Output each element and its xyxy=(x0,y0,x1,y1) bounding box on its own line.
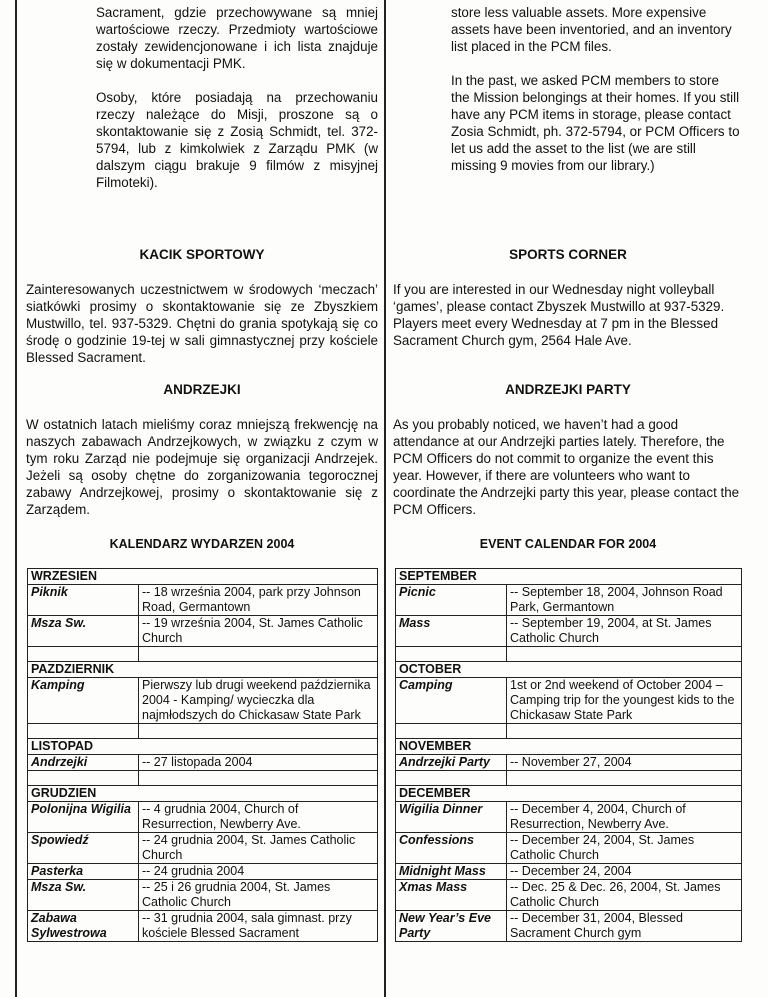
calendar-spacer-cell xyxy=(396,647,507,662)
calendar-event-name: Msza Sw. xyxy=(28,880,139,911)
calendar-event-desc: -- December 31, 2004, Blessed Sacrament Church gym xyxy=(507,911,742,942)
calendar-month-row xyxy=(396,786,742,802)
calendar-event-row xyxy=(28,880,378,911)
calendar-event-name: Wigilia Dinner xyxy=(396,802,507,833)
calendar-event-desc: -- 27 listopada 2004 xyxy=(139,755,378,771)
calendar-event-row xyxy=(28,678,378,724)
calendar-month-row xyxy=(28,569,378,585)
calendar-spacer-cell xyxy=(507,647,742,662)
calendar-month-row xyxy=(396,662,742,678)
sports-text-english: If you are interested in our Wednesday night volleyball ‘games’, please contact Zbyszek Mustwillo at 937-5329. Players meet every Wednesday at 7 pm in the Blessed Sacrament Church gym, 2564 Hale Ave. xyxy=(393,282,725,348)
calendar-event-row xyxy=(396,678,742,724)
calendar-event-name: Piknik xyxy=(28,585,139,616)
calendar-event-desc: -- September 18, 2004, Johnson Road Park, Germantown xyxy=(507,585,742,616)
calendar-spacer-row xyxy=(396,724,742,739)
polish-intro xyxy=(96,4,378,191)
calendar-event-desc: Pierwszy lub drugi weekend października 2004 - Kamping/ wycieczka dla najmłodszych do Chickasaw State Park xyxy=(139,678,378,724)
calendar-event-name: Andrzejki xyxy=(28,755,139,771)
calendar-event-row xyxy=(28,755,378,771)
calendar-event-name: Zabawa Sylwestrowa xyxy=(28,911,139,942)
calendar-event-desc: -- December 24, 2004, St. James Catholic Church xyxy=(507,833,742,864)
calendar-month: PAZDZIERNIK xyxy=(28,662,378,678)
calendar-month: WRZESIEN xyxy=(28,569,378,585)
english-storage-text: In the past, we asked PCM members to store the Mission belongings at their homes. If you still have any PCM items in storage, please contact Zosia Schmidt, ph. 372-5794, or PCM Officers to let us add the asset to the list (we are still missing 9 movies from our library.) xyxy=(451,73,740,173)
calendar-spacer-cell xyxy=(396,724,507,739)
calendar-month-row xyxy=(396,739,742,755)
andrzejki-heading-english: ANDRZEJKI PARTY xyxy=(505,382,631,397)
calendar-month-row xyxy=(28,739,378,755)
calendar-event-name: New Year’s Eve Party xyxy=(396,911,507,942)
calendar-spacer-row xyxy=(28,724,378,739)
calendar-event-name: Xmas Mass xyxy=(396,880,507,911)
polish-intro-text: Sacrament, gdzie przechowywane są mniej wartościowe rzeczy. Przedmioty wartościowe zostały zewidencjonowane i ich lista znajduje się w dokumentacji PMK. xyxy=(96,5,378,71)
calendar-event-row xyxy=(396,616,742,647)
calendar-event-desc: -- 19 września 2004, St. James Catholic Church xyxy=(139,616,378,647)
calendar-month: DECEMBER xyxy=(396,786,742,802)
polish-storage-text: Osoby, które posiadają na przechowaniu rzeczy należące do Misji, proszone są o skontaktowanie się z Zosią Schmidt, tel. 372-5794, lub z kimkolwiek z Zarządu PMK (w dalszym ciągu brakuje 9 filmów z misyjnej Filmoteki). xyxy=(96,90,378,190)
calendar-event-row xyxy=(396,880,742,911)
calendar-heading-polish: KALENDARZ WYDARZEN 2004 xyxy=(109,537,295,551)
calendar-event-desc: -- 25 i 26 grudnia 2004, St. James Catholic Church xyxy=(139,880,378,911)
calendar-event-desc: -- 4 grudnia 2004, Church of Resurrection, Newberry Ave. xyxy=(139,802,378,833)
calendar-event-desc: -- 31 grudnia 2004, sala gimnast. przy kościele Blessed Sacrament xyxy=(139,911,378,942)
calendar-spacer-cell xyxy=(139,647,378,662)
calendar-spacer-row xyxy=(28,647,378,662)
english-intro xyxy=(451,4,741,174)
sports-heading-polish: KACIK SPORTOWY xyxy=(139,247,265,262)
calendar-event-row xyxy=(396,911,742,942)
calendar-event-desc: 1st or 2nd weekend of October 2004 – Camping trip for the youngest kids to the Chickasaw State Park xyxy=(507,678,742,724)
calendar-spacer-cell xyxy=(396,771,507,786)
calendar-event-row xyxy=(28,616,378,647)
calendar-spacer-row xyxy=(396,647,742,662)
calendar-event-name: Picnic xyxy=(396,585,507,616)
calendar-spacer-row xyxy=(28,771,378,786)
calendar-month: SEPTEMBER xyxy=(396,569,742,585)
calendar-event-name: Spowiedź xyxy=(28,833,139,864)
calendar-table-english xyxy=(395,568,742,942)
calendar-event-name: Midnight Mass xyxy=(396,864,507,880)
calendar-event-row xyxy=(396,833,742,864)
calendar-event-desc: -- December 4, 2004, Church of Resurrection, Newberry Ave. xyxy=(507,802,742,833)
column-divider-left xyxy=(15,0,17,997)
calendar-event-desc: -- September 19, 2004, at St. James Catholic Church xyxy=(507,616,742,647)
calendar-month-row xyxy=(396,569,742,585)
calendar-event-row xyxy=(28,911,378,942)
calendar-event-row xyxy=(396,802,742,833)
calendar-spacer-cell xyxy=(28,771,139,786)
calendar-spacer-cell xyxy=(139,771,378,786)
calendar-spacer-row xyxy=(396,771,742,786)
calendar-event-name: Andrzejki Party xyxy=(396,755,507,771)
calendar-event-desc: -- 18 września 2004, park przy Johnson Road, Germantown xyxy=(139,585,378,616)
calendar-table-polish xyxy=(27,568,378,942)
calendar-event-row xyxy=(28,864,378,880)
calendar-event-name: Camping xyxy=(396,678,507,724)
calendar-spacer-cell xyxy=(139,724,378,739)
calendar-event-row xyxy=(28,585,378,616)
calendar-event-name: Pasterka xyxy=(28,864,139,880)
calendar-month-row xyxy=(28,662,378,678)
calendar-event-row xyxy=(396,864,742,880)
calendar-event-row xyxy=(28,833,378,864)
calendar-event-name: Mass xyxy=(396,616,507,647)
calendar-event-row xyxy=(396,755,742,771)
calendar-event-desc: -- December 24, 2004 xyxy=(507,864,742,880)
andrzejki-text-english: As you probably noticed, we haven’t had a good attendance at our Andrzejki parties lately. Therefore, the PCM Officers do not commit to organize the event this year. However, if there are volunteers who want to coordinate the Andrzejki party this year, please contact the PCM Officers. xyxy=(393,417,740,517)
calendar-spacer-cell xyxy=(507,724,742,739)
calendar-month: NOVEMBER xyxy=(396,739,742,755)
calendar-event-desc: -- November 27, 2004 xyxy=(507,755,742,771)
calendar-event-row xyxy=(28,802,378,833)
calendar-month-row xyxy=(28,786,378,802)
english-intro-text: store less valuable assets. More expensive assets have been inventoried, and an inventory list placed in the PCM files. xyxy=(451,5,732,54)
calendar-event-row xyxy=(396,585,742,616)
calendar-event-desc: -- 24 grudnia 2004, St. James Catholic Church xyxy=(139,833,378,864)
column-divider-center xyxy=(384,0,386,997)
calendar-event-desc: -- 24 grudnia 2004 xyxy=(139,864,378,880)
andrzejki-text-polish: W ostatnich latach mieliśmy coraz mniejszą frekwencję na naszych zabawach Andrzejkowych, w związku z czym w tym roku Zarząd nie podejmuje się organizacji Andrzejek. Jeżeli są osoby chętne do zorganizowania tegorocznej zabawy Andrzejkowej, prosimy o skontaktowanie się z Zarządem. xyxy=(26,417,378,517)
calendar-month: LISTOPAD xyxy=(28,739,378,755)
sports-heading-english: SPORTS CORNER xyxy=(509,247,627,262)
calendar-spacer-cell xyxy=(28,724,139,739)
calendar-event-name: Kamping xyxy=(28,678,139,724)
andrzejki-heading-polish: ANDRZEJKI xyxy=(163,382,241,397)
calendar-event-desc: -- Dec. 25 & Dec. 26, 2004, St. James Catholic Church xyxy=(507,880,742,911)
sports-text-polish: Zainteresowanych uczestnictwem w środowych ‘meczach’ siatkówki prosimy o skontaktowanie się ze Zbyszkiem Mustwillo, tel. 937-5329. Chętni do grania spotykają się co środę o godzinie 19-tej w sali gimnastycznej przy kościele Blessed Sacrament. xyxy=(26,282,378,365)
calendar-event-name: Msza Sw. xyxy=(28,616,139,647)
calendar-month: OCTOBER xyxy=(396,662,742,678)
calendar-event-name: Polonijna Wigilia xyxy=(28,802,139,833)
calendar-event-name: Confessions xyxy=(396,833,507,864)
calendar-spacer-cell xyxy=(507,771,742,786)
calendar-month: GRUDZIEN xyxy=(28,786,378,802)
calendar-heading-english: EVENT CALENDAR FOR 2004 xyxy=(479,537,657,551)
calendar-spacer-cell xyxy=(28,647,139,662)
